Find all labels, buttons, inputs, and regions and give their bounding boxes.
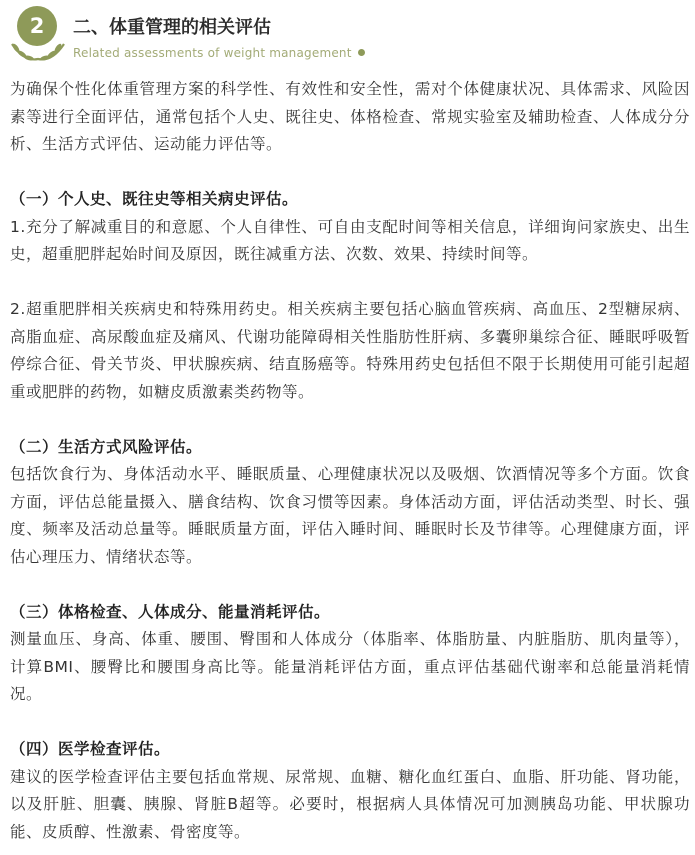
section-2-body: 包括饮食行为、身体活动水平、睡眠质量、心理健康状况以及吸烟、饮酒情况等多个方面。饮食方面，评估总能量摄入、膳食结构、饮食习惯等因素。身体活动方面，评估活动类型、时长、强度、频率及活动总量等。睡眠质量方面，评估入睡时间、睡眠时长及节律等。心理健康方面，评估心理压力、情绪状态等。 [10,465,690,566]
section-1-paragraph-1: 1.充分了解减重目的和意愿、个人自律性、可自由支配时间等相关信息，详细询问家族史、出生史，超重肥胖起始时间及原因，既往减重方法、次数、效果、持续时间等。 [10,217,690,263]
section-subtitle [73,46,365,60]
section-4-body: 建议的医学检查评估主要包括血常规、尿常规、血糖、糖化血红蛋白、血脂、肝功能、肾功能，以及肝脏、胆囊、胰腺、肾脏B超等。必要时，根据病人具体情况可加测胰岛功能、甲状腺功能、皮质醇、性激素、骨密度等。 [10,767,690,841]
dot-icon [358,49,365,56]
section-1-paragraph-2: 2.超重肥胖相关疾病史和特殊用药史。相关疾病主要包括心脑血管疾病、高血压、2型糖尿病、高脂血症、高尿酸血症及痛风、代谢功能障碍相关性脂肪性肝病、多囊卵巢综合征、睡眠呼吸暂停综合征、骨关节炎、甲状腺疾病、结直肠癌等。特殊用药史包括但不限于长期使用可能引起超重或肥胖的药物，如糖皮质激素类药物等。 [10,300,690,401]
section-heading-3: （三）体格检查、人体成分、能量消耗评估。 [10,602,331,621]
subtitle-text: Related assessments of weight management [73,46,352,60]
section-heading-1: （一）个人史、既往史等相关病史评估。 [10,190,299,208]
section-title: 二、体重管理的相关评估 [73,17,271,38]
section-number: 2 [29,14,45,38]
intro-paragraph: 为确保个性化体重管理方案的科学性、有效性和安全性，需对个体健康状况、具体需求、风险因素等进行全面评估，通常包括个人史、既往史、体格检查、常规实验室及辅助检查、人体成分分析、生活方式评估、运动能力评估等。 [10,80,690,153]
article-body [10,76,690,846]
section-3-body: 测量血压、身高、体重、腰围、臀围和人体成分（体脂率、体脂肪量、内脏脂肪、肌肉量等），计算BMI、腰臀比和腰围身高比等。能量消耗评估方面，重点评估基础代谢率和总能量消耗情况。 [10,630,690,703]
section-heading-4: （四）医学检查评估。 [10,740,171,758]
section-heading-2: （二）生活方式风险评估。 [10,437,203,456]
section-header [0,0,695,72]
number-badge [8,4,68,64]
